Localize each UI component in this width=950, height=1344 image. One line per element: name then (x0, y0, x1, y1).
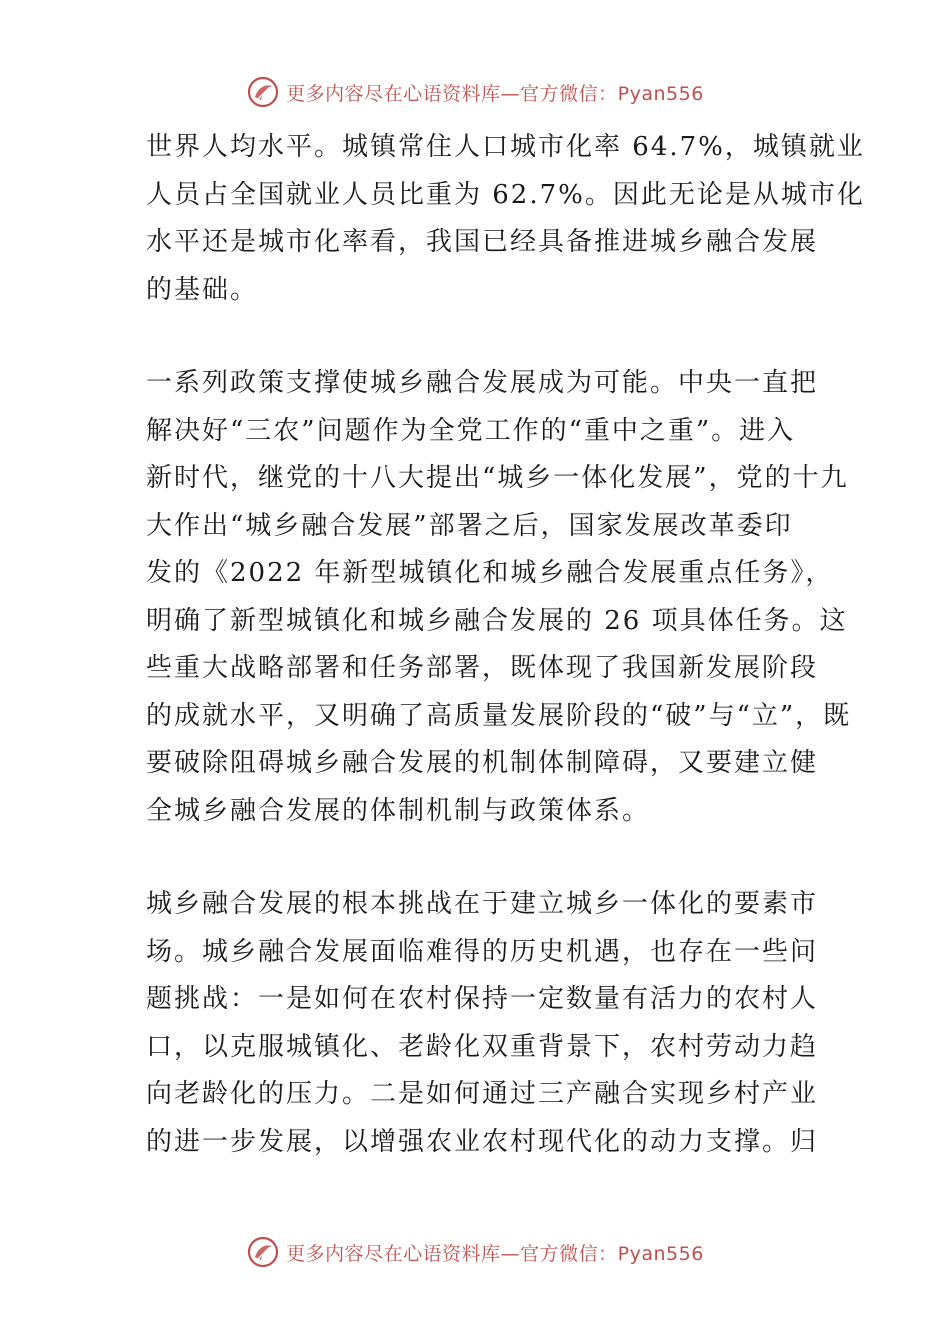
paragraph-line: 城乡融合发展的根本挑战在于建立城乡一体化的要素市 (146, 889, 819, 919)
header-watermark-text: 更多内容尽在心语资料库—官方微信：Pyan556 (286, 82, 704, 105)
paragraph-line: 明确了新型城镇化和城乡融合发展的 26 项具体任务。这 (146, 605, 848, 636)
paragraph-line: 口，以克服城镇化、老龄化双重背景下，农村劳动力趋 (146, 1031, 819, 1062)
paragraph-line: 发的《2022 年新型城镇化和城乡融合发展重点任务》， (146, 558, 834, 588)
paragraph-line: 一系列政策支撑使城乡融合发展成为可能。中央一直把 (146, 368, 819, 398)
paragraph-line: 解决好“三农”问题作为全党工作的“重中之重”。进入 (146, 415, 796, 446)
header-watermark (0, 72, 950, 112)
brand-logo-icon (246, 1235, 280, 1269)
brand-logo-icon (246, 75, 280, 109)
paragraph-line: 场。城乡融合发展面临难得的历史机遇，也存在一些问 (146, 936, 819, 967)
paragraph-2 (146, 360, 852, 835)
footer-watermark (0, 1232, 950, 1272)
paragraph-line: 水平还是城市化率看，我国已经具备推进城乡融合发展 (146, 227, 819, 257)
paragraph-line: 全城乡融合发展的体制机制与政策体系。 (146, 795, 651, 826)
paragraph-line: 大作出“城乡融合发展”部署之后，国家发展改革委印 (146, 510, 793, 541)
paragraph-line: 要破除阻碍城乡融合发展的机制体制障碍，又要建立健 (146, 748, 819, 778)
document-body (146, 124, 865, 1166)
paragraph-line: 的基础。 (146, 274, 259, 305)
paragraph-line: 向老龄化的压力。二是如何通过三产融合实现乡村产业 (146, 1079, 819, 1109)
paragraph-line: 些重大战略部署和任务部署，既体现了我国新发展阶段 (146, 653, 819, 683)
paragraph-line: 世界人均水平。城镇常住人口城市化率 64.7%，城镇就业 (146, 132, 865, 162)
paragraph-line: 新时代，继党的十八大提出“城乡一体化发展”，党的十九 (146, 463, 849, 493)
paragraph-line: 的进一步发展，以增强农业农村现代化的动力支撑。归 (146, 1126, 819, 1157)
footer-watermark-text: 更多内容尽在心语资料库—官方微信：Pyan556 (286, 1242, 704, 1265)
paragraph-3 (146, 881, 826, 1166)
paragraph-line: 题挑战：一是如何在农村保持一定数量有活力的农村人 (146, 984, 819, 1014)
paragraph-line: 的成就水平，又明确了高质量发展阶段的“破”与“立”，既 (146, 700, 852, 731)
paragraph-line: 人员占全国就业人员比重为 62.7%。因此无论是从城市化 (146, 179, 865, 210)
paragraph-1 (146, 124, 865, 314)
